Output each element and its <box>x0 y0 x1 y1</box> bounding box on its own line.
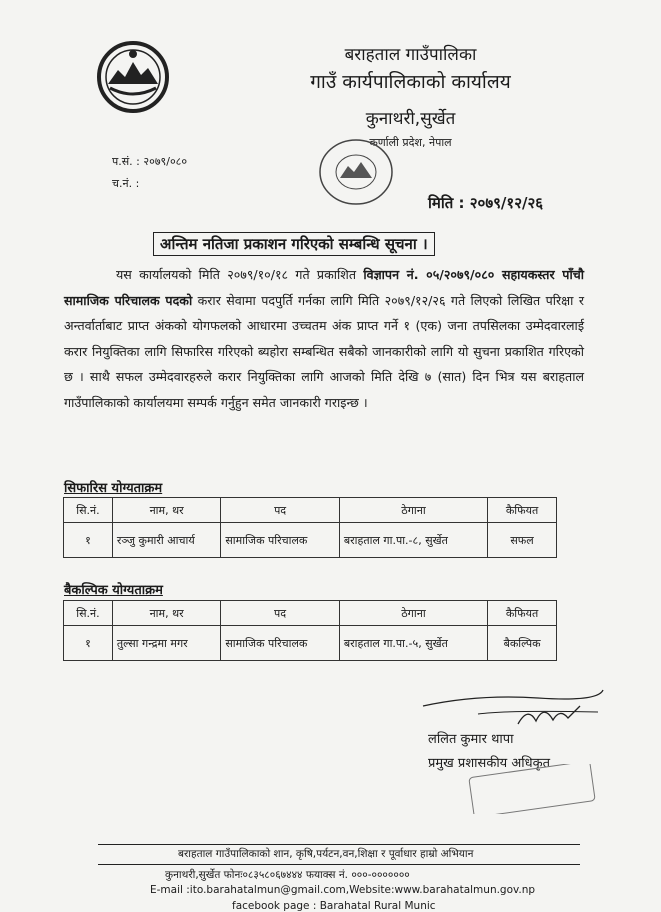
footer-divider-top <box>98 844 580 845</box>
col-address: ठेगाना <box>339 498 487 523</box>
alternate-list-title: बैकल्पिक योग्यताक्रम <box>64 583 163 598</box>
cell-sn: १ <box>64 626 113 661</box>
cell-sn: १ <box>64 523 113 558</box>
col-remarks: कैफियत <box>488 498 557 523</box>
signatory-stamp <box>468 764 598 814</box>
cell-address: बराहताल गा.पा.-८, सुर्खेत <box>339 523 487 558</box>
notice-date: मिति : २०७९/१२/२६ <box>428 194 544 212</box>
handwritten-signature <box>418 676 608 736</box>
dispatch-number: च.नं. : <box>112 177 140 190</box>
cell-address: बराहताल गा.पा.-५, सुर्खेत <box>339 626 487 661</box>
alternate-table <box>63 600 557 661</box>
table-header-row <box>64 601 557 626</box>
signatory-name: ललित कुमार थापा <box>428 732 514 747</box>
cell-post: सामाजिक परिचालक <box>221 626 340 661</box>
cell-remarks: सफल <box>488 523 557 558</box>
table-row <box>64 523 557 558</box>
cell-name: रञ्जु कुमारी आचार्य <box>112 523 220 558</box>
body-text-1: यस कार्यालयको मिति २०७९/१०/१८ गते प्रकाशित <box>116 267 364 282</box>
cell-name: तुल्सा गन्द्रमा मगर <box>112 626 220 661</box>
body-vacancy-bold: विज्ञापन नं. ०५/२०७९/०८० सहायकस्तर पाँचौ सामाजिक परिचालक पदको <box>64 267 584 308</box>
office-name: गाउँ कार्यपालिकाको कार्यालय <box>310 71 511 93</box>
province-name: कर्णाली प्रदेश, नेपाल <box>369 136 452 149</box>
col-name: नाम, थर <box>112 601 220 626</box>
office-address: कुनाथरी,सुर्खेत <box>365 109 456 129</box>
municipality-name: बराहताल गाउँपालिका <box>344 45 477 65</box>
col-post: पद <box>221 601 340 626</box>
col-post: पद <box>221 498 340 523</box>
body-text-2: करार सेवामा पदपुर्ति गर्नका लागि मिति २०७९/१२/२६ गते लिएको लिखित परिक्षा र अन्तर्वार्ताबाट प्राप्त अंकको योगफलको आधारमा उच्चतम अंक प्राप्त गर्ने १ (एक) जना तपसिलका उम्मेदवारलाई करार नियुक्तिका लागि सिफारिस गरिएको ब्यहोरा सम्बन्धित सबैको जानकारीको लागि यो सुचना प्रकाशित गरिएको छ । साथै सफल उम्मेदवारहरुले करार नियुक्तिका लागि आजको मिति देखि ७ (सात) दिन भित्र यस बराहताल गाउँपालिकाको कार्यालयमा सम्पर्क गर्नुहुन समेत जानकारी गराइन्छ । <box>64 292 584 410</box>
office-stamp <box>316 136 396 208</box>
footer-contact: कुनाथरी,सुर्खेत फोनः०८३५८०६७४४४ फयाक्स नं. ०००-००००००० <box>165 869 410 881</box>
col-address: ठेगाना <box>339 601 487 626</box>
col-sn: सि.नं. <box>64 601 113 626</box>
table-row <box>64 626 557 661</box>
recommended-list-title: सिफारिस योग्यताक्रम <box>64 481 163 496</box>
table-header-row <box>64 498 557 523</box>
footer-slogan: बराहताल गाउँपालिकाको शान, कृषि,पर्यटन,वन,शिक्षा र पूर्वाधार हाम्रो अभियान <box>178 848 474 860</box>
footer-divider-bottom <box>98 864 580 865</box>
reference-number: प.सं. : २०७९/०८० <box>112 155 188 168</box>
cell-post: सामाजिक परिचालक <box>221 523 340 558</box>
signatory-title: प्रमुख प्रशासकीय अधिकृत <box>428 756 551 771</box>
notice-subject: अन्तिम नतिजा प्रकाशन गरिएको सम्बन्धि सूचना । <box>153 232 435 256</box>
notice-body <box>64 262 584 415</box>
recommended-table <box>63 497 557 558</box>
footer-email-website: E-mail :ito.barahatalmun@gmail.com,Website:www.barahatalmun.gov.np <box>150 884 536 896</box>
cell-remarks: बैकल्पिक <box>488 626 557 661</box>
footer-facebook: facebook page : Barahatal Rural Munic <box>232 900 436 912</box>
col-name: नाम, थर <box>112 498 220 523</box>
col-sn: सि.नं. <box>64 498 113 523</box>
col-remarks: कैफियत <box>488 601 557 626</box>
